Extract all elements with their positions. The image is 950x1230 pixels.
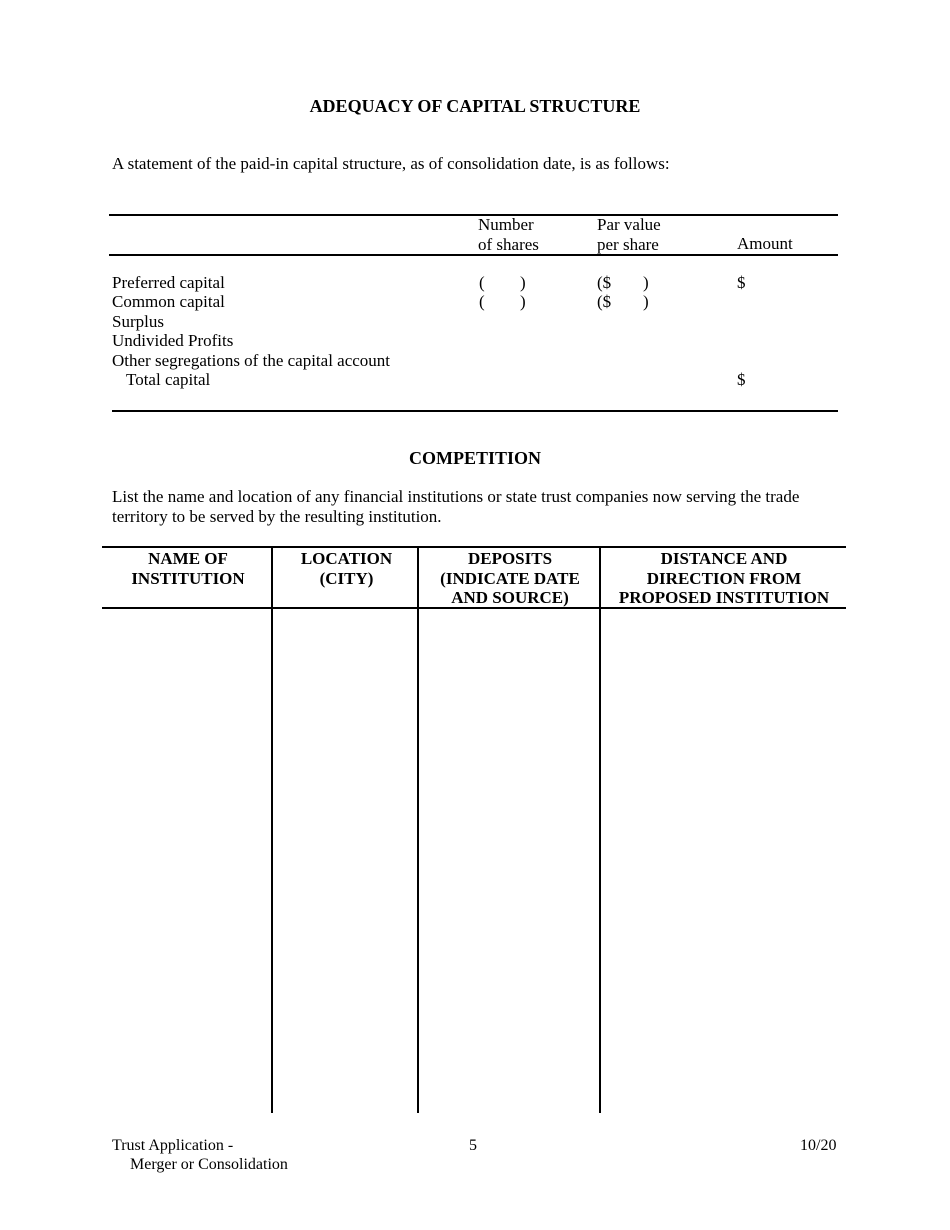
capital-table-top-rule	[109, 214, 838, 216]
preferred-shares-open-paren: (	[479, 273, 485, 292]
capital-structure-heading: ADEQUACY OF CAPITAL STRUCTURE	[309, 96, 641, 116]
competition-heading: COMPETITION	[408, 448, 541, 468]
row-common-capital: Common capital	[112, 292, 225, 311]
footer-revision-date: 10/20	[800, 1137, 837, 1154]
name-header-line1: NAME OF	[148, 549, 228, 568]
name-of-institution-header	[104, 549, 272, 588]
preferred-par-close-paren: )	[643, 273, 649, 292]
competition-table-header-rule	[102, 607, 846, 609]
location-city-header	[274, 549, 419, 588]
amount-column-header: Amount	[737, 234, 793, 253]
row-other-segregations: Other segregations of the capital account	[112, 351, 391, 370]
preferred-par-open-dollar: ($	[597, 273, 612, 292]
footer-title-line2: Merger or Consolidation	[130, 1156, 288, 1173]
distance-direction-header	[602, 549, 846, 608]
deposits-header	[420, 549, 600, 608]
total-amount-dollar: $	[737, 370, 746, 389]
location-header-line2: (CITY)	[319, 568, 374, 588]
footer-page-number: 5	[469, 1137, 477, 1154]
par-value-column-header	[597, 215, 661, 254]
capital-table-bottom-rule	[112, 410, 838, 412]
competition-table-top-rule	[102, 546, 846, 548]
par-header-line2: per share	[597, 234, 659, 254]
distance-header-line2: DIRECTION FROM	[646, 568, 802, 588]
par-header-line1: Par value	[597, 215, 661, 234]
row-total-capital: Total capital	[126, 370, 211, 389]
deposits-header-line1: DEPOSITS	[467, 549, 553, 568]
capital-table-header-rule	[109, 254, 838, 256]
common-shares-close-paren: )	[520, 292, 526, 311]
preferred-shares-close-paren: )	[520, 273, 526, 292]
common-shares-open-paren: (	[479, 292, 485, 311]
shares-header-line1: Number	[478, 215, 534, 234]
row-surplus: Surplus	[112, 312, 164, 331]
shares-column-header	[478, 215, 539, 254]
name-header-line2: INSTITUTION	[131, 568, 245, 588]
row-undivided-profits: Undivided Profits	[112, 331, 234, 350]
row-preferred-capital: Preferred capital	[112, 273, 225, 292]
competition-column-divider-1	[271, 547, 273, 1113]
preferred-amount-dollar: $	[737, 273, 746, 292]
capital-structure-intro: A statement of the paid-in capital structure, as of consolidation date, is as follows:	[112, 154, 670, 173]
common-par-close-paren: )	[643, 292, 649, 311]
footer-title-line1: Trust Application -	[112, 1137, 234, 1154]
distance-header-line1: DISTANCE AND	[660, 549, 788, 568]
competition-column-divider-2	[417, 547, 419, 1113]
deposits-header-line3: AND SOURCE)	[451, 588, 569, 607]
footer-form-title	[112, 1136, 288, 1174]
shares-header-line2: of shares	[478, 234, 539, 254]
competition-intro: List the name and location of any financial institutions or state trust companies now serving the trade territory to be served by the resulting institution.	[112, 487, 800, 526]
distance-header-line3: PROPOSED INSTITUTION	[618, 588, 830, 607]
deposits-header-line2: (INDICATE DATE	[440, 568, 580, 588]
location-header-line1: LOCATION	[300, 549, 393, 568]
competition-column-divider-3	[599, 547, 601, 1113]
common-par-open-dollar: ($	[597, 292, 612, 311]
